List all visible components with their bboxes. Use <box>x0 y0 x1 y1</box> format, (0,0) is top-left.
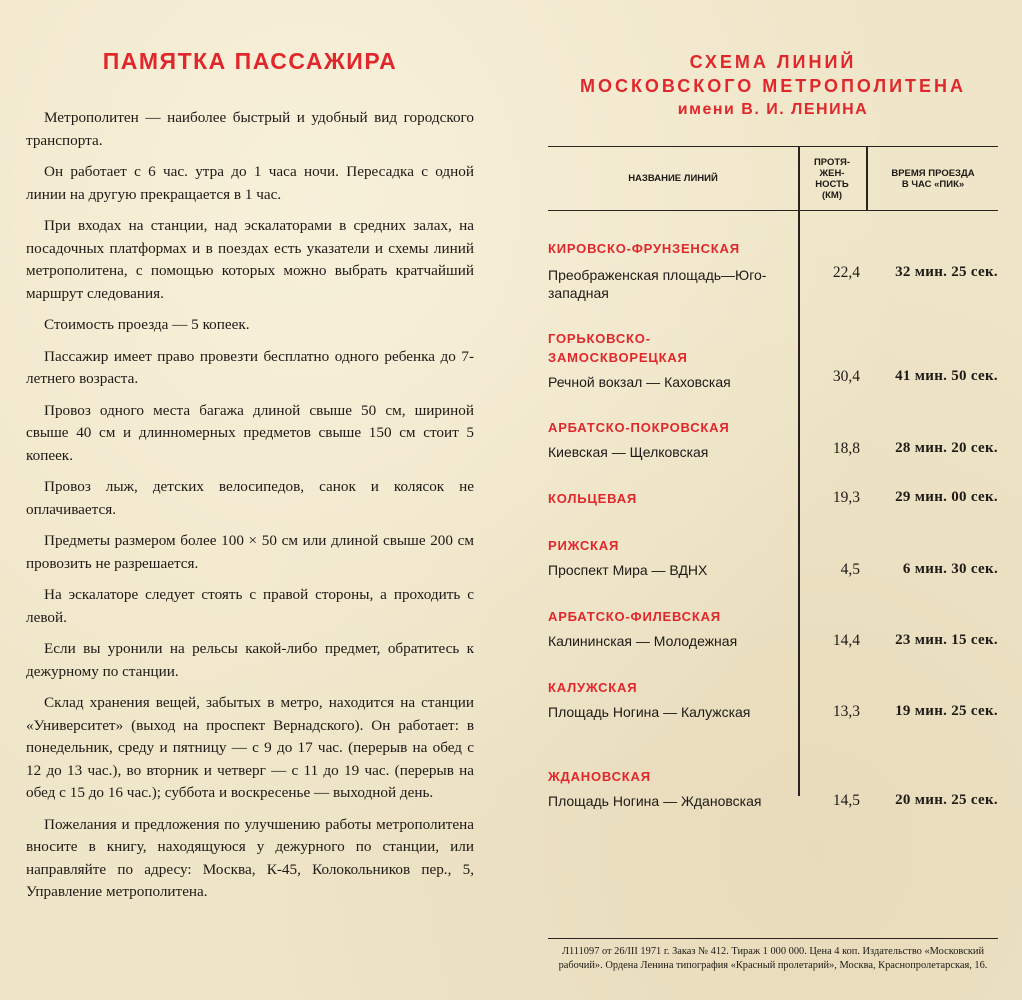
line-length: 14,5 <box>832 792 860 809</box>
table-row <box>548 536 998 579</box>
table-row <box>548 678 998 721</box>
memo-paragraph: Пожелания и предложения по улучшению работы метрополитена вносите в книгу, находящуюся у дежурного по станции, или направляйте по адресу: Москва, К-45, Колокольников пер., 5, Управление метрополитена. <box>26 815 474 900</box>
lines-table <box>548 146 998 809</box>
line-name: КОЛЬЦЕВАЯ <box>548 491 638 506</box>
table-row <box>548 239 998 302</box>
line-name: АРБАТСКО-ФИЛЕВСКАЯ <box>548 609 721 624</box>
line-peak-time: 41 мин. 50 сек. <box>895 368 998 384</box>
line-stations: Площадь Ногина — Калужская <box>548 704 751 720</box>
scheme-title-line3: имени В. И. ЛЕНИНА <box>677 101 869 118</box>
line-length: 14,4 <box>832 632 860 649</box>
line-name: АРБАТСКО-ПОКРОВСКАЯ <box>548 420 730 435</box>
scheme-title <box>548 50 998 122</box>
scheme-title-line1: СХЕМА ЛИНИЙ <box>689 52 857 72</box>
metro-lines-scheme <box>548 50 998 971</box>
line-length: 4,5 <box>840 561 860 578</box>
memo-paragraph: На эскалаторе следует стоять с правой стороны, а проходить с левой. <box>26 586 474 626</box>
line-length: 30,4 <box>832 368 860 385</box>
table-row <box>548 418 998 461</box>
scheme-title-line2: МОСКОВСКОГО МЕТРОПОЛИТЕНА <box>579 76 967 96</box>
memo-paragraph: Провоз лыж, детских велосипедов, санок и колясок не оплачивается. <box>26 478 474 518</box>
line-stations: Речной вокзал — Каховская <box>548 374 731 390</box>
table-header <box>548 146 998 211</box>
table-row <box>548 607 998 650</box>
memo-paragraph: Он работает с 6 час. утра до 1 часа ночи. Пересадка с одной линии на другую прекращается в 1 час. <box>26 163 474 203</box>
line-peak-time: 32 мин. 25 сек. <box>895 264 998 280</box>
header-length: ПРОТЯ- ЖЕН- НОСТЬ (КМ) <box>813 156 851 201</box>
memo-paragraph: При входах на станции, над эскалаторами в средних залах, на посадочных платформах и в поездах есть указатели и схемы линий метрополитена, с помощью которых можно выбрать кратчайший маршрут следования. <box>26 217 474 302</box>
memo-title: ПАМЯТКА ПАССАЖИРА <box>102 48 398 74</box>
line-name: КАЛУЖСКАЯ <box>548 680 638 695</box>
line-length: 19,3 <box>832 489 860 506</box>
line-stations: Преображенская площадь—Юго-западная <box>548 267 767 301</box>
memo-paragraph: Предметы размером более 100 × 50 см или длиной свыше 200 см провозить не разрешается. <box>26 532 474 572</box>
table-row <box>548 329 998 391</box>
table-row <box>548 489 998 508</box>
line-peak-time: 29 мин. 00 сек. <box>895 489 998 505</box>
line-stations: Киевская — Щелковская <box>548 444 709 460</box>
line-peak-time: 19 мин. 25 сек. <box>895 703 998 719</box>
line-stations: Калининская — Молодежная <box>548 633 738 649</box>
line-name: ГОРЬКОВСКО- ЗАМОСКВОРЕЦКАЯ <box>548 331 688 365</box>
line-peak-time: 28 мин. 20 сек. <box>895 440 998 456</box>
line-stations: Площадь Ногина — Ждановская <box>548 793 762 809</box>
memo-paragraph: Метрополитен — наиболее быстрый и удобный вид городского транспорта. <box>26 109 474 149</box>
line-length: 13,3 <box>832 703 860 720</box>
printing-imprint: Л111097 от 26/III 1971 г. Заказ № 412. Тираж 1 000 000. Цена 4 коп. Издательство «Московский рабочий». Ордена Ленина типография «Красный пролетарий», Москва, Краснопролетарская, 16. <box>548 938 998 973</box>
line-peak-time: 20 мин. 25 сек. <box>895 792 998 808</box>
header-peak-time: ВРЕМЯ ПРОЕЗДА В ЧАС «ПИК» <box>891 167 975 190</box>
table-row <box>548 767 998 810</box>
header-divider <box>866 147 868 210</box>
line-peak-time: 6 мин. 30 сек. <box>902 561 998 577</box>
memo-paragraph: Пассажир имеет право провезти бесплатно одного ребенка до 7-летнего возраста. <box>26 347 474 387</box>
memo-paragraph: Стоимость проезда — 5 копеек. <box>44 316 250 333</box>
line-length: 22,4 <box>832 264 860 281</box>
line-name: РИЖСКАЯ <box>548 538 620 553</box>
header-line-name: НАЗВАНИЕ ЛИНИЙ <box>628 173 718 184</box>
memo-paragraph: Провоз одного места багажа длиной свыше 50 см, шириной свыше 40 см и длинномерных предметов свыше 150 см стоит 5 копеек. <box>26 401 474 464</box>
line-length: 18,8 <box>832 440 860 457</box>
line-peak-time: 23 мин. 15 сек. <box>895 632 998 648</box>
memo-paragraph: Если вы уронили на рельсы какой-либо предмет, обратитесь к дежурному по станции. <box>26 640 474 680</box>
passenger-memo <box>26 48 474 913</box>
line-stations: Проспект Мира — ВДНХ <box>548 562 708 578</box>
line-name: ЖДАНОВСКАЯ <box>548 769 651 784</box>
memo-paragraph: Склад хранения вещей, забытых в метро, находится на станции «Университет» (выход на проспект Вернадского). Он работает: в понедельник, среду и пятницу — с 9 до 17 час. (перерыв на обед с 12 до 13 час.), во вторник и четверг — с 11 до 19 час. (перерыв на обед с 15 до 16 час.); суббота и воскресенье — выходной день. <box>26 694 474 801</box>
line-name: КИРОВСКО-ФРУНЗЕНСКАЯ <box>548 241 740 256</box>
